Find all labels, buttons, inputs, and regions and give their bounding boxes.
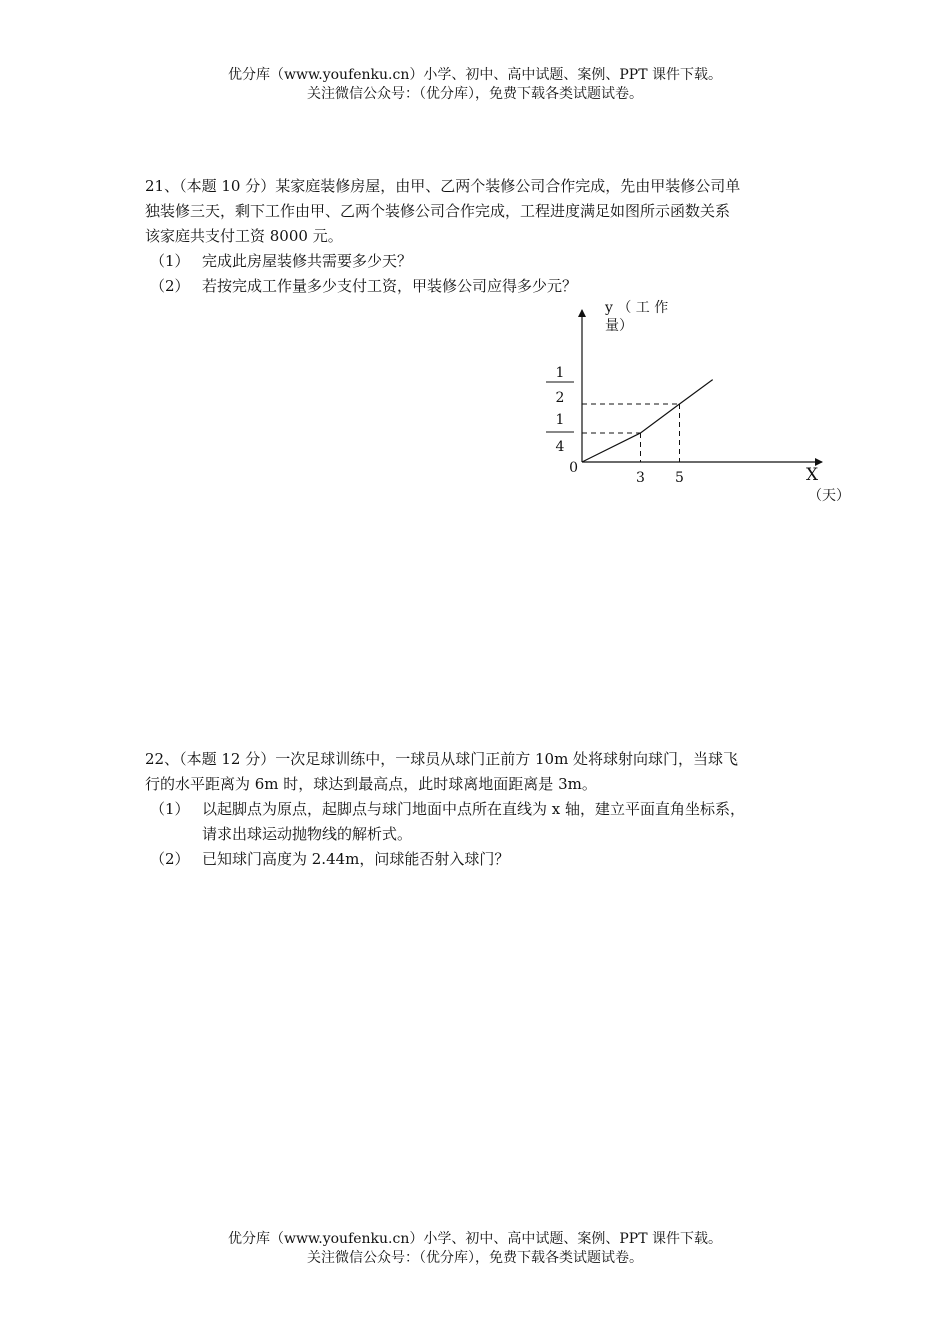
q21-sub-2-number: （2） — [150, 277, 190, 295]
x-axis-label: X — [806, 465, 819, 485]
progress-line — [582, 380, 713, 462]
y-tick-quarter-denominator: 4 — [555, 439, 565, 455]
q21-sub-1-text: 完成此房屋装修共需要多少天？ — [202, 252, 413, 270]
header-line-1: 优分库（www.youfenku.cn）小学、初中、高中试题、案例、PPT 课件下载。 — [227, 67, 722, 83]
y-tick-half-denominator: 2 — [555, 390, 565, 406]
q22-sub-1-number: （1） — [150, 800, 190, 818]
q22-sub-1-text: 以起脚点为原点，起脚点与球门地面中点所在直线为 x 轴，建立平面直角坐标系， — [202, 800, 745, 818]
x-tick-3: 3 — [636, 470, 645, 486]
q22-sub-2-text: 已知球门高度为 2.44m，问球能否射入球门？ — [202, 850, 510, 868]
q21-line-2: 独装修三天，剩下工作由甲、乙两个装修公司合作完成，工程进度满足如图所示函数关系 — [145, 202, 731, 220]
x-axis-unit: （天） — [808, 488, 850, 504]
footer-line-2: 关注微信公众号：（优分库），免费下载各类试题试卷。 — [307, 1250, 643, 1266]
q21-line-1: 21、（本题 10 分）某家庭装修房屋，由甲、乙两个装修公司合作完成，先由甲装修公司单 — [145, 177, 741, 195]
y-tick-quarter-numerator: 1 — [555, 412, 565, 428]
q21-sub-1 — [150, 249, 810, 274]
q22-sub-2 — [150, 847, 810, 872]
y-axis-label-2: 量） — [605, 318, 633, 334]
q22-sub-1-continued: 请求出球运动抛物线的解析式。 — [202, 825, 413, 843]
q21-sub-2-text: 若按完成工作量多少支付工资，甲装修公司应得多少元？ — [202, 277, 578, 295]
q22-sub-2-number: （2） — [150, 850, 190, 868]
q22-line-2: 行的水平距离为 6m 时，球达到最高点，此时球离地面距离是 3m。 — [145, 775, 597, 793]
q22-sub-1 — [150, 797, 810, 822]
x-tick-5: 5 — [675, 470, 684, 486]
origin-label: 0 — [569, 460, 578, 476]
header-line-2: 关注微信公众号：（优分库），免费下载各类试题试卷。 — [307, 86, 643, 102]
q21-sub-1-number: （1） — [150, 252, 190, 270]
y-tick-half-numerator: 1 — [555, 365, 565, 381]
q21-line-3: 该家庭共支付工资 8000 元。 — [145, 227, 343, 245]
y-axis-label: y （ 工 作 — [605, 300, 669, 316]
q22-line-1: 22、（本题 12 分）一次足球训练中，一球员从球门正前方 10m 处将球射向球门，当球飞 — [145, 750, 739, 768]
work-progress-graph — [530, 290, 860, 515]
footer-line-1: 优分库（www.youfenku.cn）小学、初中、高中试题、案例、PPT 课件下载。 — [227, 1231, 722, 1247]
